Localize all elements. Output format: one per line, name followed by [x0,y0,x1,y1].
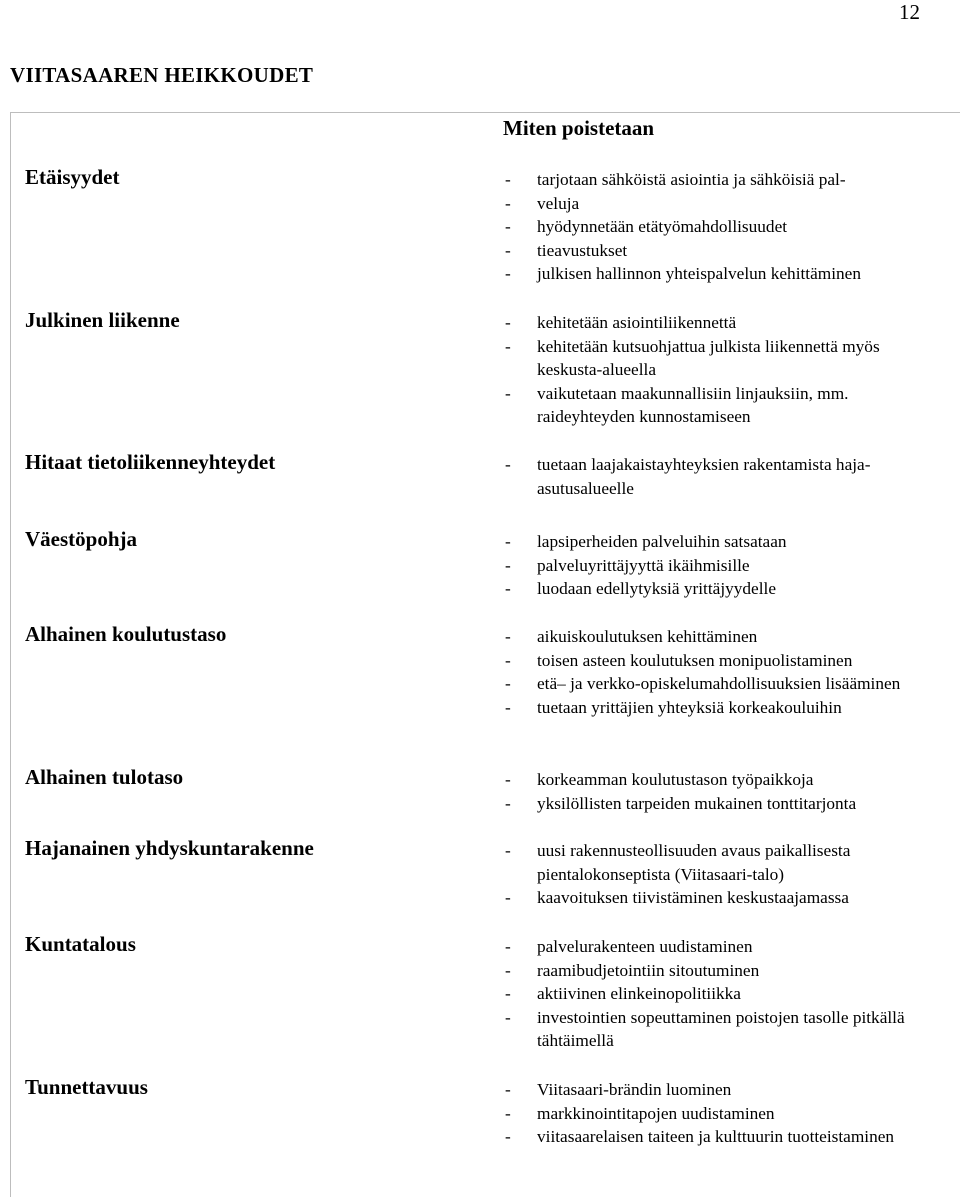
action-item: - Viitasaari-brändin luominen [503,1078,933,1102]
weakness-title: Hajanainen yhdyskuntarakenne [25,836,314,860]
weakness-title: Alhainen tulotaso [25,765,184,789]
action-item: - tieavustukset [503,239,933,263]
action-item: - kaavoituksen tiivistäminen keskustaajamassa [503,886,933,910]
page-number: 12 [899,0,920,24]
action-item: - palveluyrittäjyyttä ikäihmisille [503,554,933,578]
action-list [503,453,933,500]
weakness-title: Tunnettavuus [25,1075,148,1099]
action-item: - tuetaan yrittäjien yhteyksiä korkeakouluihin [503,696,933,720]
action-item: - luodaan edellytyksiä yrittäjyydelle [503,577,933,601]
action-item: - toisen asteen koulutuksen monipuolistaminen [503,649,933,673]
action-item: - hyödynnetään etätyömahdollisuudet [503,215,933,239]
action-list [503,311,933,429]
action-item: - kehitetään asiointiliikennettä [503,311,933,335]
action-item: - investointien sopeuttaminen poistojen tasolle pitkällä tähtäimellä [503,1006,933,1053]
action-list [503,625,933,719]
document-title: VIITASAAREN HEIKKOUDET [10,63,314,87]
action-item: - vaikutetaan maakunnallisiin linjauksiin, mm. raideyhteyden kunnostamiseen [503,382,933,429]
weakness-title: Väestöpohja [25,527,138,551]
action-list [503,530,933,601]
weakness-title: Etäisyydet [25,165,120,189]
weakness-title: Hitaat tietoliikenneyhteydet [25,450,276,474]
weakness-title: Kuntatalous [25,932,136,956]
weakness-title: Alhainen koulutustaso [25,622,227,646]
action-item: - aikuiskoulutuksen kehittäminen [503,625,933,649]
action-item: - kehitetään kutsuohjattua julkista liikennettä myös keskusta-alueella [503,335,933,382]
action-item: - lapsiperheiden palveluihin satsataan [503,530,933,554]
action-item: - korkeamman koulutustason työpaikkoja [503,768,933,792]
action-item: - palvelurakenteen uudistaminen [503,935,933,959]
action-list [503,839,933,910]
action-item: - yksilöllisten tarpeiden mukainen tonttitarjonta [503,792,933,816]
action-item: - viitasaarelaisen taiteen ja kulttuurin tuotteistaminen [503,1125,933,1149]
action-item: - uusi rakennusteollisuuden avaus paikallisesta pientalokonseptista (Viitasaari-talo) [503,839,933,886]
weakness-title: Julkinen liikenne [25,308,180,332]
action-item: - tarjotaan sähköistä asiointia ja sähköisiä pal- [503,168,933,192]
action-item: - veluja [503,192,933,216]
action-list [503,935,933,1053]
action-item: - raamibudjetointiin sitoutuminen [503,959,933,983]
action-list [503,1078,933,1149]
action-item: - aktiivinen elinkeinopolitiikka [503,982,933,1006]
action-list [503,768,933,815]
action-item: - etä– ja verkko-opiskelumahdollisuuksien lisääminen [503,672,933,696]
action-list [503,168,933,286]
action-item: - julkisen hallinnon yhteispalvelun kehittäminen [503,262,933,286]
action-item: - tuetaan laajakaistayhteyksien rakentamista haja-asutusalueelle [503,453,933,500]
action-item: - markkinointitapojen uudistaminen [503,1102,933,1126]
column-header: Miten poistetaan [503,116,655,140]
